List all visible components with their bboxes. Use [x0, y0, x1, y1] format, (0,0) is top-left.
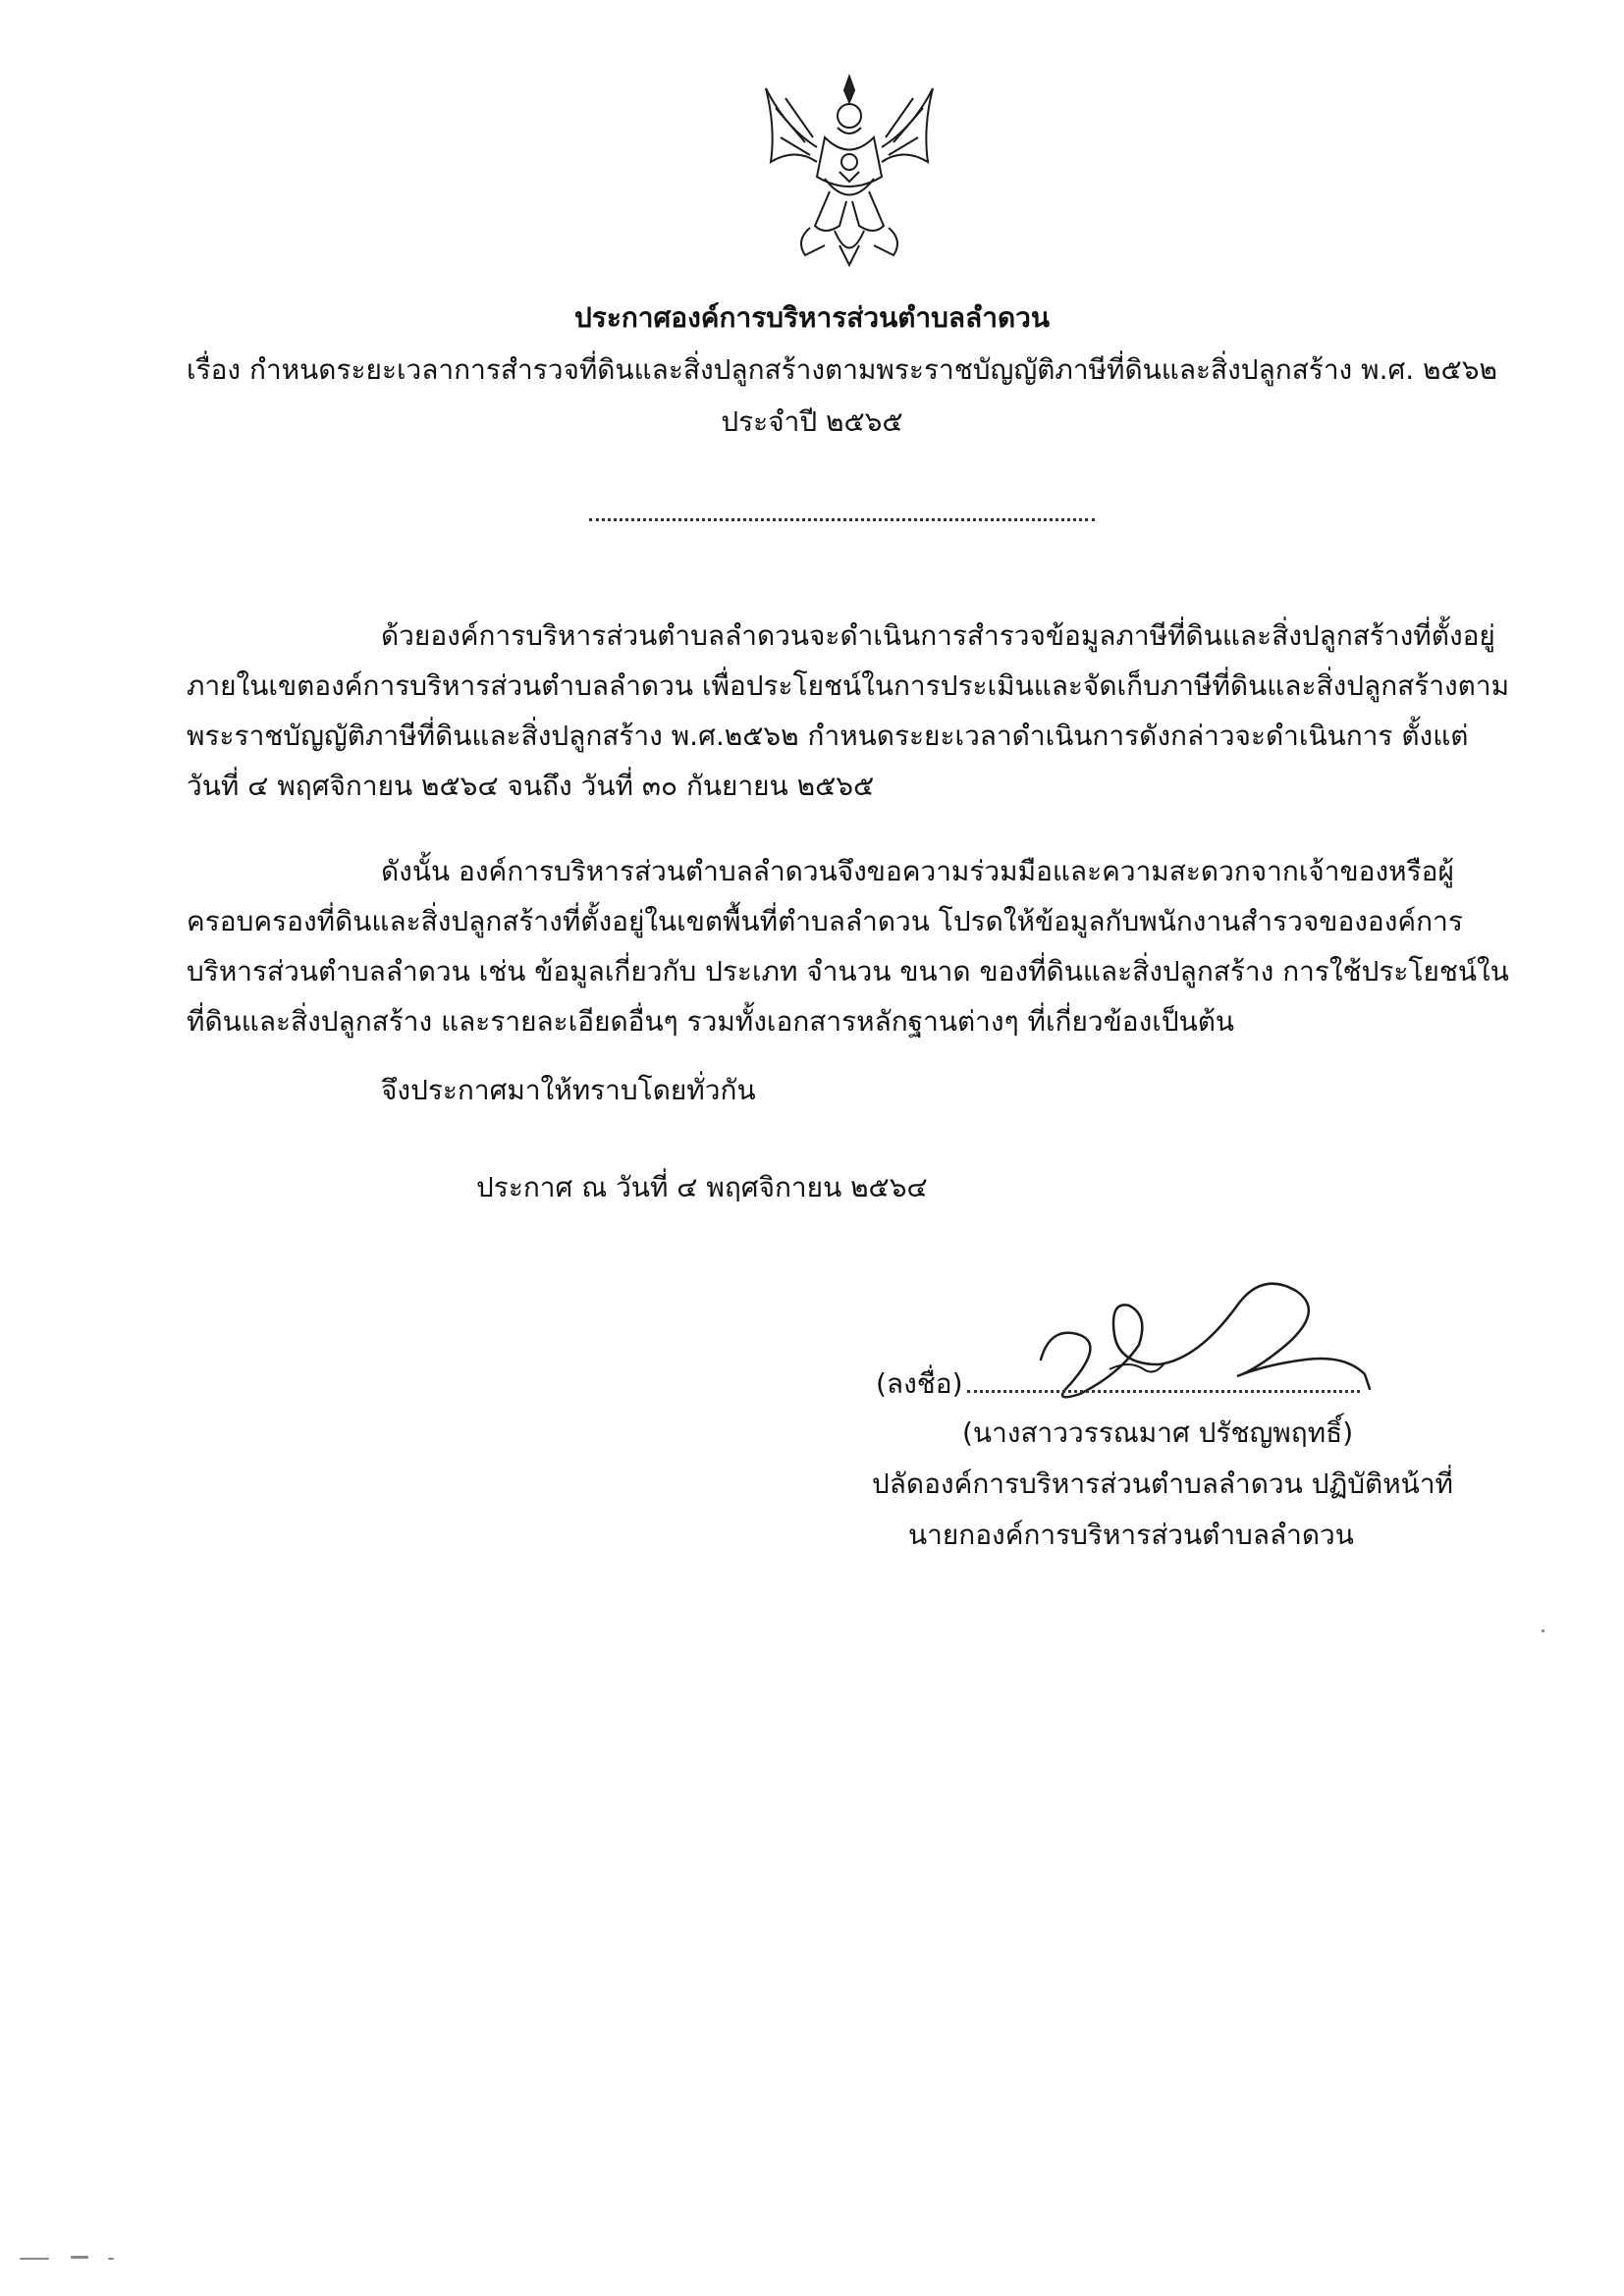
paragraph-line: ด้วยองค์การบริหารส่วนตำบลลำดวนจะดำเนินการสำรวจข้อมูลภาษีที่ดินและสิ่งปลูกสร้างที่ตั้งอยู่ [381, 619, 1495, 652]
paragraph-line: บริหารส่วนตำบลลำดวน เช่น ข้อมูลเกี่ยวกับ ประเภท จำนวน ขนาด ของที่ดินและสิ่งปลูกสร้าง การใช้ประโยชน์ใน [187, 955, 1509, 988]
paragraph-1 [187, 611, 1512, 811]
paragraph-2 [187, 846, 1512, 1046]
paragraph-line: พระราชบัญญัติภาษีที่ดินและสิ่งปลูกสร้าง พ.ศ.๒๕๖๒ กำหนดระยะเวลาดำเนินการดังกล่าวจะดำเนินการ ตั้งแต่ [187, 720, 1469, 752]
dotted-divider [589, 518, 1095, 521]
signature-dotted-line [967, 1390, 1360, 1393]
signatory-name: (นางสาววรรณมาศ ปรัชญพฤทธิ์) [962, 1416, 1354, 1449]
announcement-year: ประจำปี ๒๕๖๕ [721, 405, 903, 438]
announcement-title: ประกาศองค์การบริหารส่วนตำบลลำดวน [574, 301, 1050, 334]
scan-artifact [108, 2258, 114, 2260]
signatory-position-1: ปลัดองค์การบริหารส่วนตำบลลำดวน ปฏิบัติหน้าที่ [872, 1468, 1454, 1500]
announcement-date: ประกาศ ณ วันที่ ๔ พฤศจิกายน ๒๕๖๔ [476, 1171, 928, 1203]
announcement-subject: เรื่อง กำหนดระยะเวลาการสำรวจที่ดินและสิ่งปลูกสร้างตามพระราชบัญญัติภาษีที่ดินและสิ่งปลูกสร้าง พ.ศ. ๒๕๖๒ [187, 353, 1497, 386]
scan-artifact [1542, 1629, 1544, 1632]
paragraph-line: วันที่ ๔ พฤศจิกายน ๒๕๖๔ จนถึง วันที่ ๓๐ กันยายน ๒๕๖๕ [187, 770, 875, 802]
paragraph-line: ครอบครองที่ดินและสิ่งปลูกสร้างที่ตั้งอยู่ในเขตพื้นที่ตำบลลำดวน โปรดให้ข้อมูลกับพนักงานสำรวจขององค์การ [187, 905, 1463, 937]
signature-row [876, 1362, 1360, 1406]
scan-artifact [71, 2256, 88, 2259]
paragraph-line: ที่ดินและสิ่งปลูกสร้าง และรายละเอียดอื่นๆ รวมทั้งเอกสารหลักฐานต่างๆ ที่เกี่ยวข้องเป็นต้น [187, 1005, 1235, 1038]
scan-artifact [20, 2258, 49, 2260]
garuda-emblem-icon [756, 69, 943, 270]
paragraph-line: ภายในเขตองค์การบริหารส่วนตำบลลำดวน เพื่อประโยชน์ในการประเมินและจัดเก็บภาษีที่ดินและสิ่งปลูกสร้างตาม [187, 669, 1510, 702]
signature-label: (ลงชื่อ) [876, 1367, 963, 1400]
paragraph-line: ดังนั้น องค์การบริหารส่วนตำบลลำดวนจึงขอความร่วมมือและความสะดวกจากเจ้าของหรือผู้ [381, 855, 1454, 887]
signatory-position-2: นายกองค์การบริหารส่วนตำบลลำดวน [908, 1519, 1354, 1551]
closing-statement: จึงประกาศมาให้ทราบโดยทั่วกัน [381, 1074, 756, 1106]
